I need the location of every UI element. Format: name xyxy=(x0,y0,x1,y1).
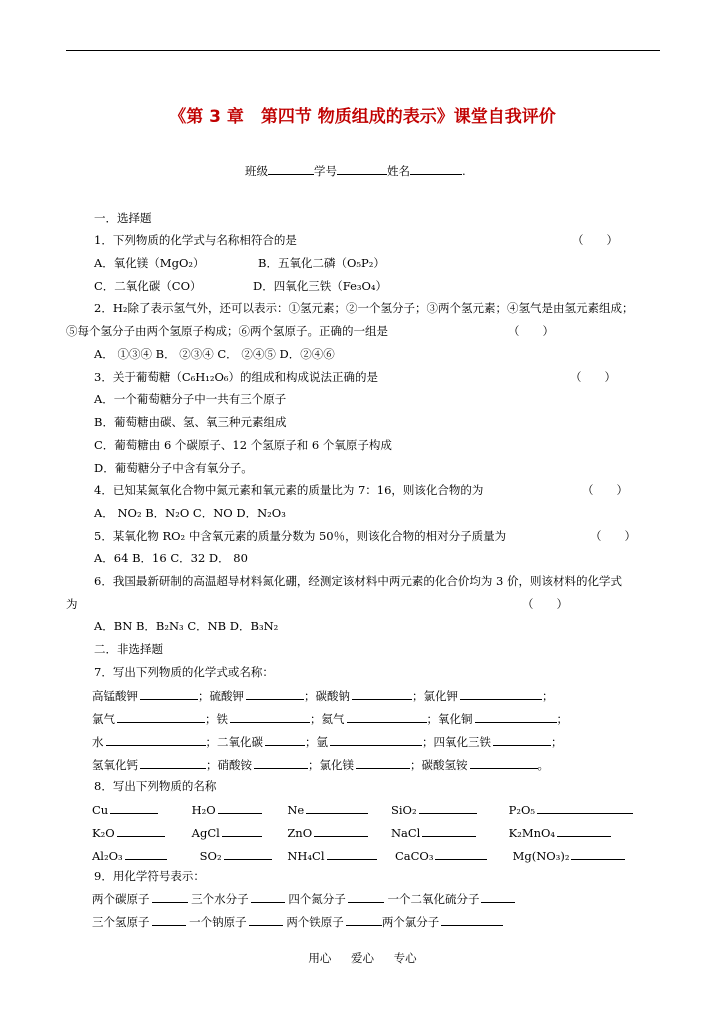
q7-row: 高锰酸钾 ；硫酸钾 ；碳酸钠 ；氯化钾 ； xyxy=(92,689,554,703)
q9-item: 四个氮分子 xyxy=(288,892,346,906)
q8-formula: AgCl xyxy=(191,826,220,840)
section-heading: 二．非选择题 xyxy=(94,642,163,656)
answer-blank[interactable] xyxy=(140,756,206,769)
q7-end: 。 xyxy=(537,758,549,772)
answer-blank[interactable] xyxy=(348,890,384,903)
q7-item: 二氧化碳 xyxy=(217,735,263,749)
answer-blank[interactable] xyxy=(152,913,186,926)
q8-formula: NaCl xyxy=(390,826,421,840)
q8-formula: K₂O xyxy=(92,826,115,840)
q8-row xyxy=(92,824,611,840)
q8-formula: H₂O xyxy=(191,803,216,817)
answer-blank[interactable] xyxy=(481,890,515,903)
q4-answer-paren[interactable]: （ ） xyxy=(582,483,628,497)
q9-item: 一个钠原子 xyxy=(189,915,247,929)
answer-blank[interactable] xyxy=(356,756,410,769)
q1-option-a: A．氧化镁（MgO₂） xyxy=(94,256,205,270)
q8-formula: SO₂ xyxy=(199,849,222,863)
end-dot: . xyxy=(462,164,466,178)
answer-blank[interactable] xyxy=(571,847,625,860)
q9-item: 一个二氧化硫分子 xyxy=(387,892,480,906)
q9-row xyxy=(92,890,515,907)
answer-blank[interactable] xyxy=(265,733,305,746)
q7-item: 水 xyxy=(92,735,104,749)
q7-item: 碳酸氢铵 xyxy=(421,758,468,772)
answer-blank[interactable] xyxy=(117,710,205,723)
answer-blank[interactable] xyxy=(347,710,427,723)
q8-formula: CaCO₃ xyxy=(394,849,434,863)
q3-option-c: C．葡萄糖由 6 个碳原子、12 个氢原子和 6 个氧原子构成 xyxy=(94,438,392,452)
q1-option-c: C．二氧化碳（CO） xyxy=(94,279,202,293)
answer-blank[interactable] xyxy=(117,824,165,837)
answer-blank[interactable] xyxy=(419,801,477,814)
student-info-line xyxy=(245,162,466,179)
answer-blank[interactable] xyxy=(470,756,538,769)
q7-item: 铁 xyxy=(216,712,228,726)
q1-option-d: D．四氧化三铁（Fe₃O₄） xyxy=(253,279,388,293)
answer-blank[interactable] xyxy=(218,801,262,814)
q7-item: 硫酸钾 xyxy=(209,689,244,703)
q7-item: 氯化钾 xyxy=(423,689,458,703)
q1-answer-paren[interactable]: （ ） xyxy=(572,233,618,247)
q7-item: 硝酸铵 xyxy=(217,758,252,772)
q4-stem: 4．已知某氮氧化合物中氮元素和氧元素的质量比为 7：16，则该化合物的为 xyxy=(94,483,484,497)
answer-blank[interactable] xyxy=(537,801,633,814)
q7-item: 高锰酸钾 xyxy=(92,689,138,703)
q9-item: 两个碳原子 xyxy=(92,892,150,906)
q7-item: 碳酸钠 xyxy=(315,689,350,703)
q7-row: 氯气 ；铁 ；氦气 ；氧化铜 ； xyxy=(92,712,568,726)
q8-formula: Ne xyxy=(287,803,305,817)
answer-blank[interactable] xyxy=(254,756,308,769)
q8-formula: Cu xyxy=(92,803,109,817)
q1-option-b: B．五氧化二磷（O₅P₂） xyxy=(258,256,385,270)
answer-blank[interactable] xyxy=(230,710,310,723)
q7-item: 氧化铜 xyxy=(438,712,473,726)
answer-blank[interactable] xyxy=(251,890,285,903)
q5-stem: 5．某氧化物 RO₂ 中含氧元素的质量分数为 50％，则该化合物的相对分子质量为 xyxy=(94,529,507,543)
q8-formula: Al₂O₃ xyxy=(92,849,123,863)
q7-row: 水 ；二氧化碳 ；氩 ；四氧化三铁 ； xyxy=(92,735,563,749)
q7-item: 氯化镁 xyxy=(319,758,354,772)
q8-formula: P₂O₅ xyxy=(508,803,536,817)
q3-option-d: D．葡萄糖分子中含有氧分子。 xyxy=(94,461,253,475)
answer-blank[interactable] xyxy=(441,913,503,926)
q8-stem: 8．写出下列物质的名称 xyxy=(94,779,217,793)
answer-blank[interactable] xyxy=(327,847,377,860)
answer-blank[interactable] xyxy=(346,913,382,926)
answer-blank[interactable] xyxy=(352,687,412,700)
q7-item: 氢氧化钙 xyxy=(92,758,138,772)
q8-formula: K₂MnO₄ xyxy=(508,826,556,840)
answer-blank[interactable] xyxy=(435,847,487,860)
q8-row xyxy=(92,801,633,817)
footer-text: 用心 xyxy=(308,951,332,965)
footer-text: 爱心 xyxy=(351,951,374,965)
q7-item: 四氧化三铁 xyxy=(433,735,491,749)
q2-line2: ⑤每个氢分子由两个氢原子构成；⑥两个氢原子。正确的一组是 xyxy=(66,324,388,338)
q9-row xyxy=(92,913,503,930)
answer-blank[interactable] xyxy=(224,847,272,860)
answer-blank[interactable] xyxy=(422,824,476,837)
name-label: 姓名 xyxy=(387,164,410,178)
q8-formula: NH₄Cl xyxy=(287,849,325,863)
q3-stem: 3．关于葡萄糖（C₆H₁₂O₆）的组成和构成说法正确的是 xyxy=(94,370,379,384)
answer-blank[interactable] xyxy=(557,824,611,837)
q7-item: 氦气 xyxy=(321,712,345,726)
header-rule xyxy=(66,50,660,51)
q4-options: A． NO₂ B．N₂O C．NO D．N₂O₃ xyxy=(94,506,286,520)
class-label: 班级 xyxy=(245,164,268,178)
q6-options: A．BN B．B₂N₃ C．NB D．B₃N₂ xyxy=(94,619,279,633)
number-label: 学号 xyxy=(314,164,337,178)
q7-stem: 7．写出下列物质的化学式或名称： xyxy=(94,665,274,679)
q5-options: A．64 B．16 C．32 D． 80 xyxy=(94,551,248,565)
name-blank[interactable] xyxy=(410,162,462,175)
q3-option-b: B．葡萄糖由碳、氢、氧三种元素组成 xyxy=(94,415,287,429)
answer-blank[interactable] xyxy=(314,824,368,837)
q9-item: 两个铁原子 xyxy=(286,915,344,929)
answer-blank[interactable] xyxy=(106,733,206,746)
number-blank[interactable] xyxy=(337,162,387,175)
q6-line2: 为 xyxy=(66,597,78,611)
answer-blank[interactable] xyxy=(110,801,158,814)
q8-row xyxy=(92,847,625,863)
answer-blank[interactable] xyxy=(249,913,283,926)
section-heading: 一．选择题 xyxy=(94,211,152,225)
q2-answer-paren[interactable]: （ ） xyxy=(508,324,554,338)
q6-line1: 6．我国最新研制的高温超导材料氮化硼，经测定该材料中两元素的化合价均为 3 价，则该材料的化学式 xyxy=(94,574,622,588)
answer-blank[interactable] xyxy=(493,733,551,746)
q2-line1: 2．H₂除了表示氢气外，还可以表示：①氢元素；②一个氢分子；③两个氢元素；④氢气是由氢元素组成； xyxy=(94,301,634,315)
q8-formula: ZnO xyxy=(287,826,313,840)
answer-blank[interactable] xyxy=(475,710,557,723)
q7-row: 氢氧化钙 ；硝酸铵 ；氯化镁 ；碳酸氢铵 。 xyxy=(92,758,549,772)
q8-formula: Mg(NO₃)₂ xyxy=(512,849,570,863)
answer-blank[interactable] xyxy=(330,733,422,746)
answer-blank[interactable] xyxy=(246,687,304,700)
page-footer xyxy=(0,950,725,966)
answer-blank[interactable] xyxy=(306,801,368,814)
page-title: 《第 3 章 第四节 物质组成的表示》课堂自我评价 xyxy=(169,107,556,127)
q1-stem: 1．下列物质的化学式与名称相符合的是 xyxy=(94,233,297,247)
answer-blank[interactable] xyxy=(125,847,167,860)
q7-item: 氯气 xyxy=(92,712,115,726)
answer-blank[interactable] xyxy=(152,890,188,903)
q3-option-a: A．一个葡萄糖分子中一共有三个原子 xyxy=(94,392,287,406)
q8-formula: SiO₂ xyxy=(390,803,417,817)
q9-item: 三个氢原子 xyxy=(92,915,150,929)
q9-item: 两个氯分子 xyxy=(381,915,440,929)
answer-blank[interactable] xyxy=(140,687,198,700)
footer-text: 专心 xyxy=(393,951,417,965)
class-blank[interactable] xyxy=(268,162,314,175)
q7-item: 氩 xyxy=(316,735,328,749)
q2-options: A． ①③④ B． ②③④ C． ②④⑤ D．②④⑥ xyxy=(94,347,335,361)
q9-item: 三个水分子 xyxy=(191,892,249,906)
q3-answer-paren[interactable]: （ ） xyxy=(570,370,616,384)
answer-blank[interactable] xyxy=(460,687,542,700)
answer-blank[interactable] xyxy=(222,824,262,837)
q6-answer-paren[interactable]: （ ） xyxy=(522,597,568,611)
q9-stem: 9．用化学符号表示： xyxy=(94,869,205,883)
q5-answer-paren[interactable]: （ ） xyxy=(590,529,636,543)
